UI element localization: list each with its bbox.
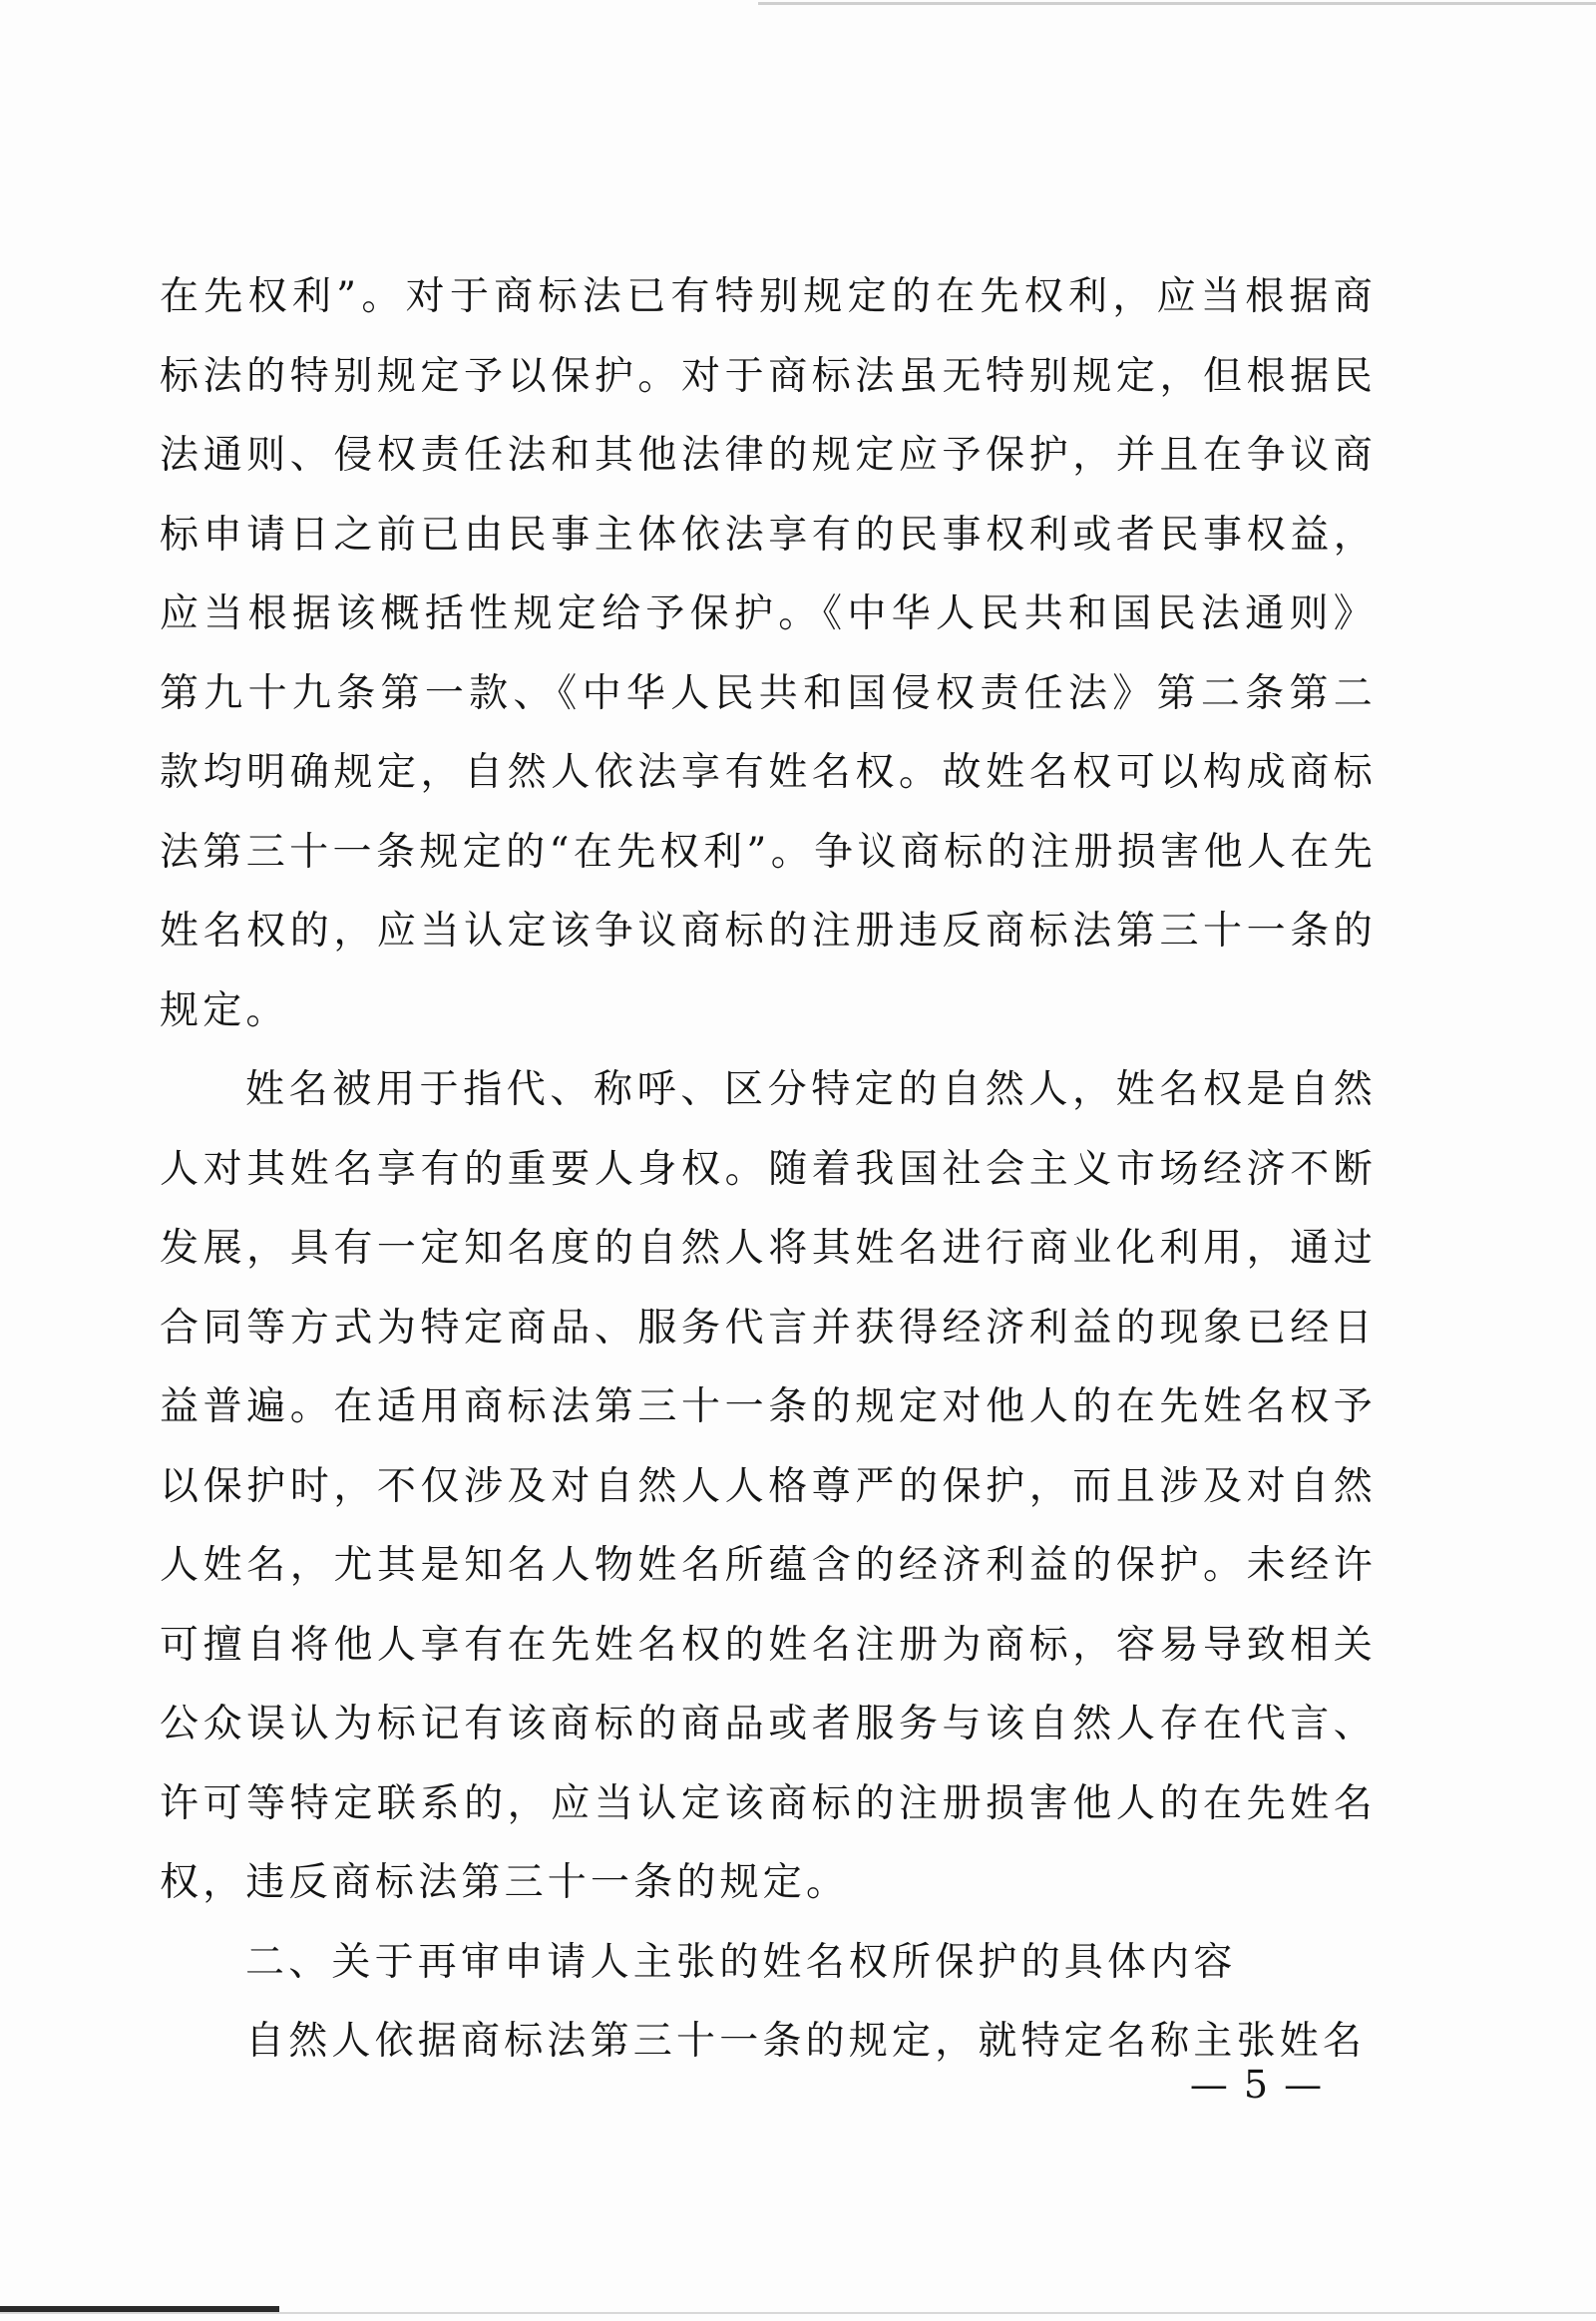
- section-heading: 二、关于再审申请人主张的姓名权所保护的具体内容: [245, 1939, 1237, 1985]
- scan-edge-bottom: [0, 2312, 1596, 2314]
- paragraph-3: 自然人依据商标法第三十一条的规定，就特定名称主张姓名: [245, 2019, 1367, 2064]
- scan-edge-top: [758, 2, 1596, 5]
- paragraph-2: 姓名被用于指代、称呼、区分特定的自然人，姓名权是自然人对其姓名享有的重要人身权。随着我国社会主义市场经济不断发展，具有一定知名度的自然人将其姓名进行商业化利用，通过合同等方式为特定商品、服务代言并获得经济利益的现象已经日益普遍。在适用商标法第三十一条的规定对他人的在先姓名权予以保护时，不仅涉及对自然人人格尊严的保护，而且涉及对自然人姓名，尤其是知名人物姓名所蕴含的经济利益的保护。未经许可擅自将他人享有在先姓名权的姓名注册为商标，容易导致相关公众误认为标记有该商标的商品或者服务与该自然人存在代言、许可等特定联系的，应当认定该商标的注册损害他人的在先姓名权，违反商标法第三十一条的规定。: [160, 1067, 1377, 1905]
- page-number: — 5 —: [1189, 2063, 1325, 2107]
- paragraph-1: 在先权利”。对于商标法已有特别规定的在先权利，应当根据商标法的特别规定予以保护。对于商标法虽无特别规定，但根据民法通则、侵权责任法和其他法律的规定应予保护，并且在争议商标申请日之前已由民事主体依法享有的民事权利或者民事权益，应当根据该概括性规定给予保护。《中华人民共和国民法通则》第九十九条第一款、《中华人民共和国侵权责任法》第二条第二款均明确规定，自然人依法享有姓名权。故姓名权可以构成商标法第三十一条规定的“在先权利”。争议商标的注册损害他人在先姓名权的，应当认定该争议商标的注册违反商标法第三十一条的规定。: [160, 274, 1377, 1033]
- body-text: [160, 257, 1377, 2082]
